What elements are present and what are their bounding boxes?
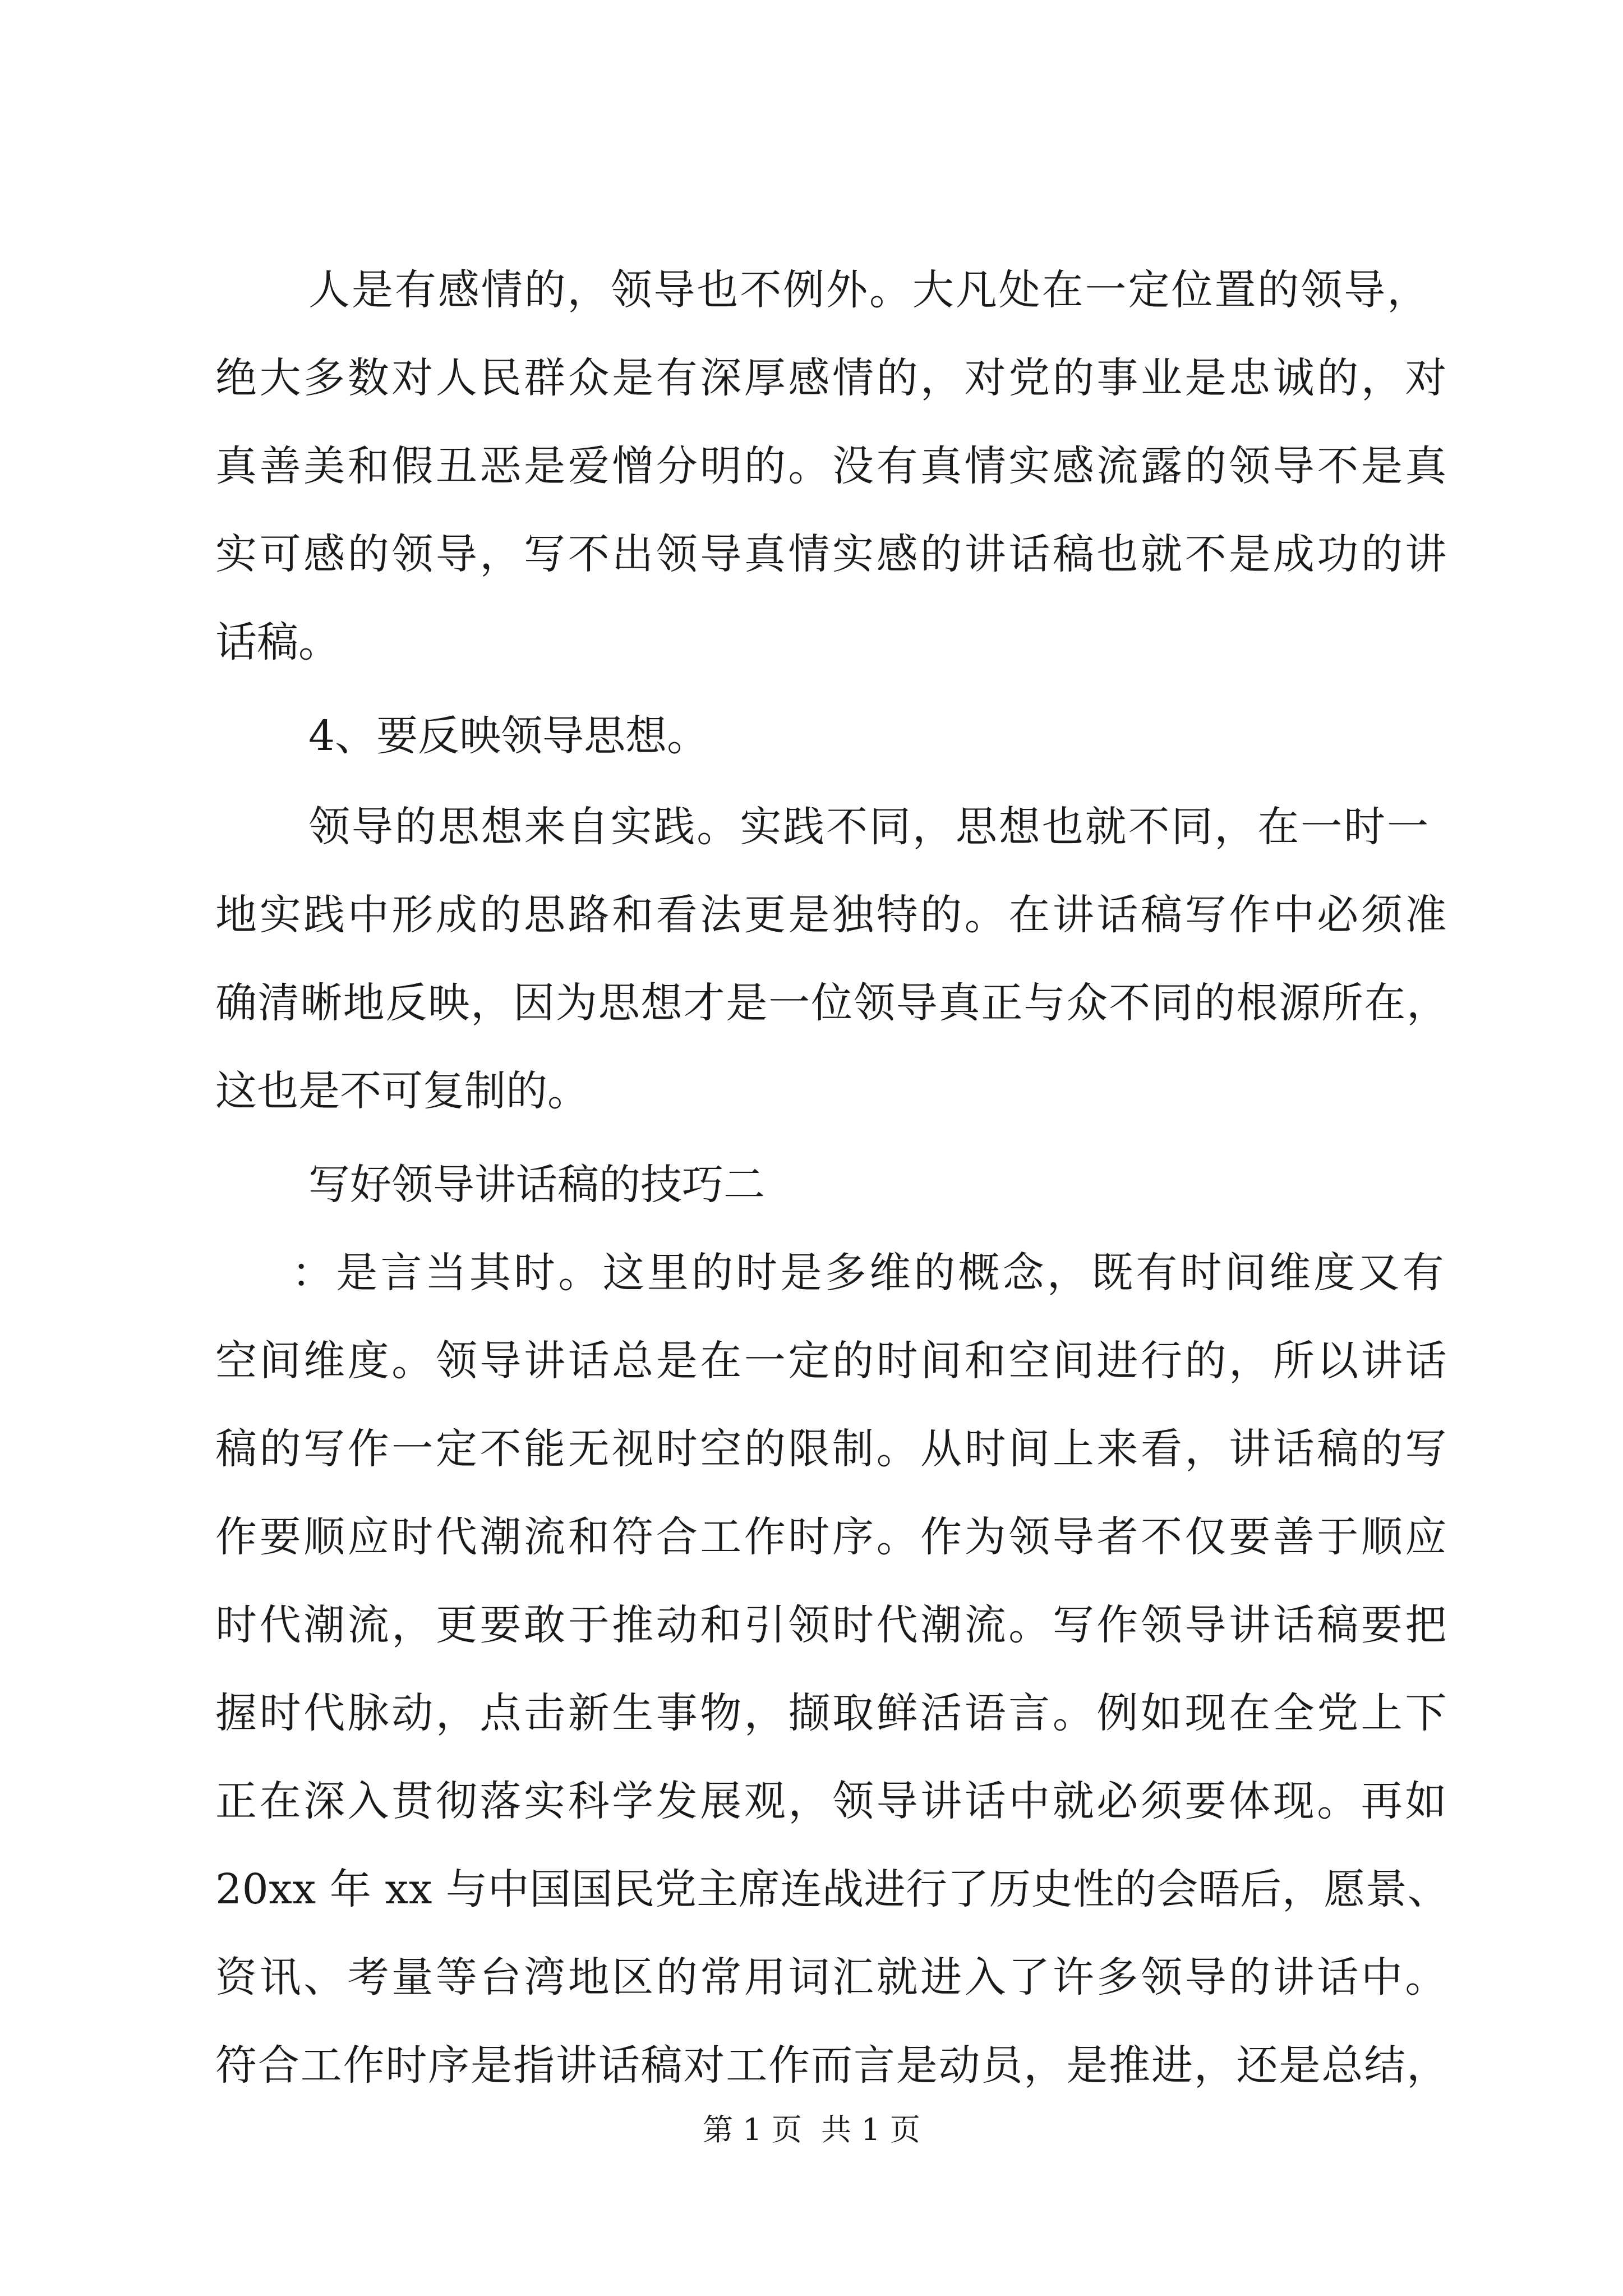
paragraph-line: 符合工作时序是指讲话稿对工作而言是动员，是推进，还是总结， xyxy=(215,2041,1449,2090)
paragraph-line: 人是有感情的，领导也不例外。大凡处在一定位置的领导， xyxy=(308,266,1430,314)
paragraph-line: 实可感的领导，写不出领导真情实感的讲话稿也就不是成功的讲 xyxy=(215,530,1449,578)
paragraph-line: 领导的思想来自实践。实践不同，思想也就不同，在一时一 xyxy=(308,803,1430,851)
paragraph-line: 地实践中形成的思路和看法更是独特的。在讲话稿写作中必须准 xyxy=(215,891,1449,939)
paragraph-line: 话稿。 xyxy=(215,618,340,666)
paragraph-line: ：是言当其时。这里的时是多维的概念，既有时间维度又有 xyxy=(292,1249,1447,1297)
paragraph-line: 真善美和假丑恶是爱憎分明的。没有真情实感流露的领导不是真 xyxy=(215,442,1449,490)
section-heading: 4、要反映领导思想。 xyxy=(308,712,709,760)
paragraph-line: 确清晰地反映，因为思想才是一位领导真正与众不同的根源所在， xyxy=(215,979,1449,1027)
paragraph-line: 绝大多数对人民群众是有深厚感情的，对党的事业是忠诚的，对 xyxy=(215,354,1449,402)
paragraph-line: 握时代脉动，点击新生事物，撷取鲜活语言。例如现在全党上下 xyxy=(215,1689,1449,1737)
paragraph-line: 空间维度。领导讲话总是在一定的时间和空间进行的，所以讲话 xyxy=(215,1337,1449,1385)
paragraph-line: 时代潮流，更要敢于推动和引领时代潮流。写作领导讲话稿要把 xyxy=(215,1601,1449,1649)
paragraph-line: 20xx 年 xx 与中国国民党主席连战进行了历史性的会晤后，愿景、 xyxy=(215,1865,1449,1913)
section-heading: 写好领导讲话稿的技巧二 xyxy=(308,1161,765,1209)
paragraph-line: 作要顺应时代潮流和符合工作时序。作为领导者不仅要善于顺应 xyxy=(215,1513,1449,1561)
paragraph-line: 稿的写作一定不能无视时空的限制。从时间上来看，讲话稿的写 xyxy=(215,1425,1449,1473)
paragraph-line: 这也是不可复制的。 xyxy=(215,1067,589,1115)
paragraph-line: 资讯、考量等台湾地区的常用词汇就进入了许多领导的讲话中。 xyxy=(215,1953,1449,2001)
paragraph-line: 正在深入贯彻落实科学发展观，领导讲话中就必须要体现。再如 xyxy=(215,1777,1449,1825)
page-footer: 第 1 页 共 1 页 xyxy=(703,2112,920,2147)
